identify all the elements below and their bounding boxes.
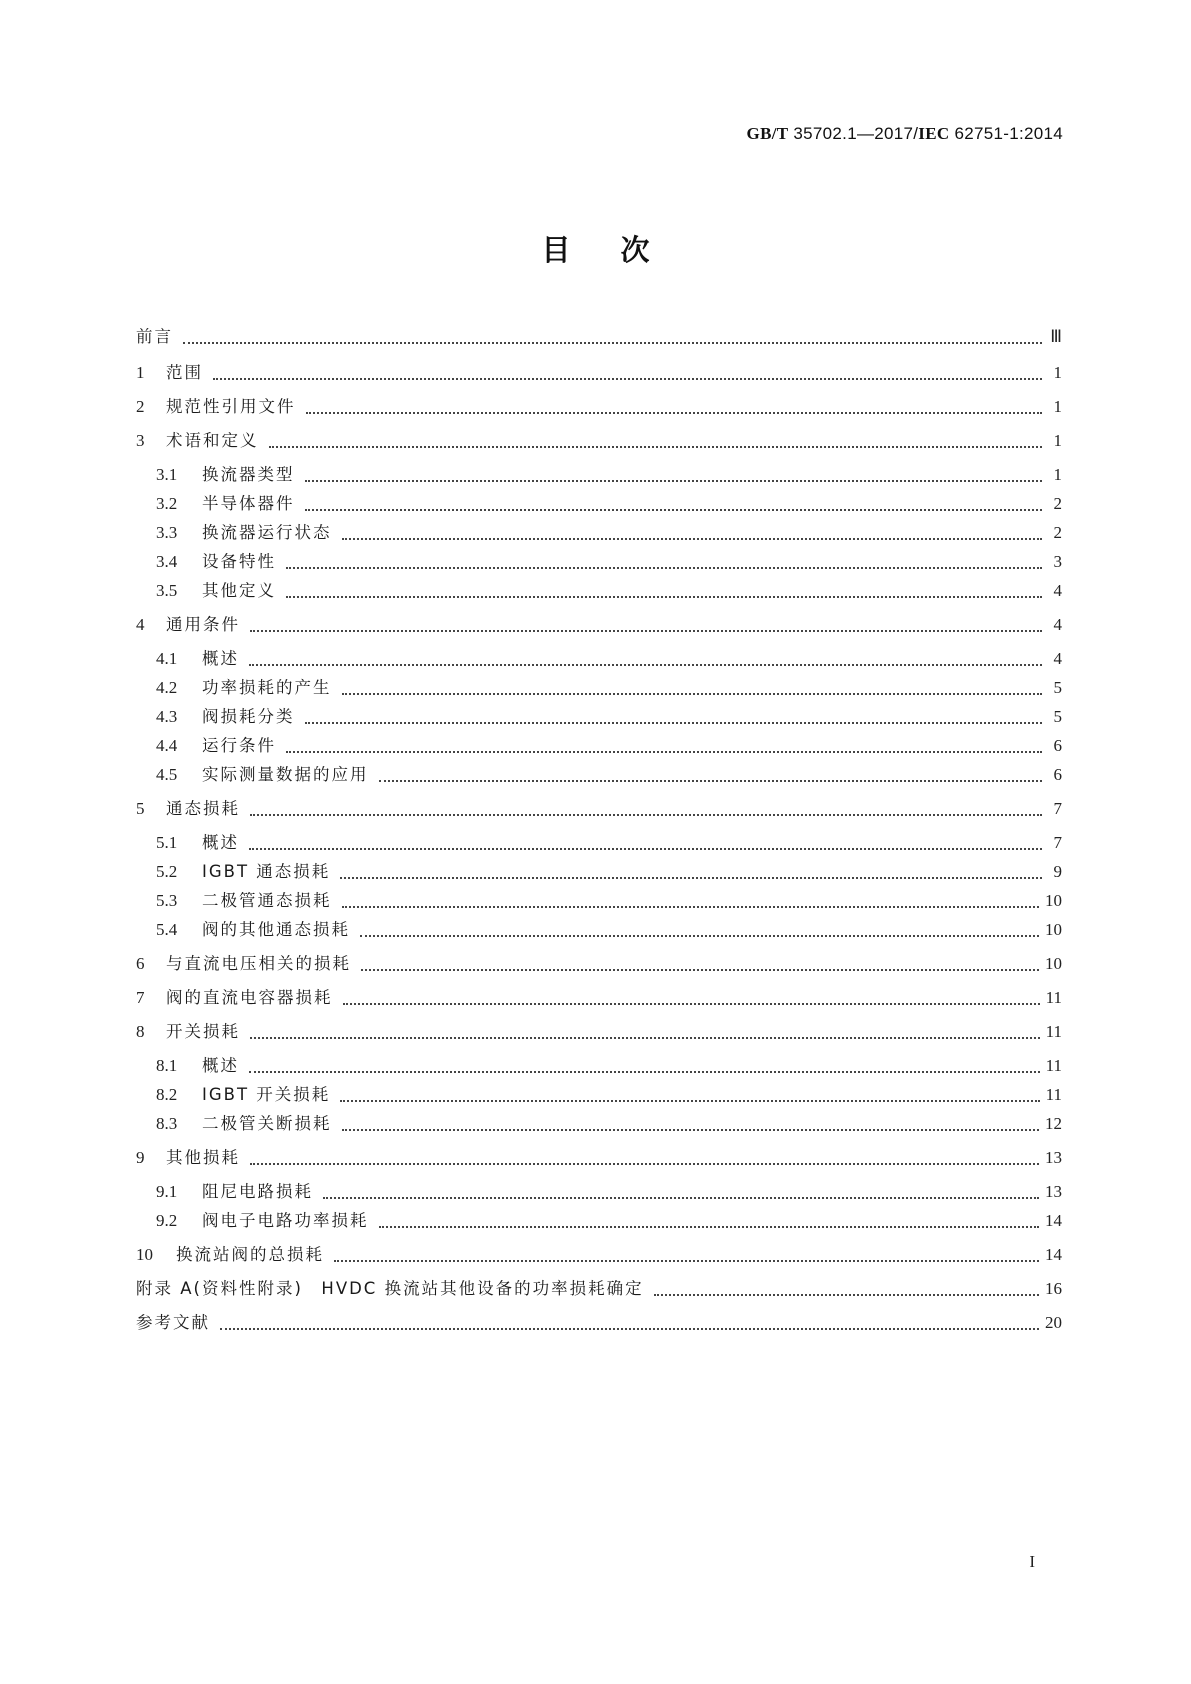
toc-entry-number: 8.1 <box>156 1056 178 1075</box>
toc-entry-label: 其他定义 <box>202 581 276 600</box>
toc-entry-page: 4 <box>1053 649 1062 668</box>
toc-entry-number: 8.3 <box>156 1114 178 1133</box>
toc-entry-label: 功率损耗的产生 <box>202 678 332 697</box>
toc-entry[interactable] <box>156 518 1062 544</box>
toc-entry-number: 5.1 <box>156 833 178 852</box>
toc-dot-leader <box>323 1185 1039 1203</box>
toc-entry-page: 10 <box>1045 954 1062 973</box>
toc-entry-label: 阀损耗分类 <box>202 707 295 726</box>
toc-entry-number: 5.3 <box>156 891 178 910</box>
toc-dot-leader <box>334 1248 1039 1266</box>
toc-entry-page: 20 <box>1045 1313 1062 1332</box>
toc-entry-number: 4.2 <box>156 678 178 697</box>
toc-entry[interactable] <box>136 610 1062 636</box>
toc-dot-leader <box>306 400 1043 418</box>
toc-entry[interactable] <box>156 702 1062 728</box>
toc-entry-number: 7 <box>136 988 145 1007</box>
toc-dot-leader <box>269 434 1043 452</box>
toc-entry[interactable] <box>136 1017 1062 1043</box>
page-title: 目次 <box>541 233 700 267</box>
toc-entry-number: 3.3 <box>156 523 178 542</box>
toc-dot-leader <box>361 957 1039 975</box>
toc-dot-leader <box>286 584 1042 602</box>
toc-entry[interactable] <box>136 358 1062 384</box>
toc-dot-leader <box>342 681 1043 699</box>
toc-entry-page: 6 <box>1053 736 1062 755</box>
toc-entry-label: 概述 <box>202 833 239 852</box>
toc-entry-page: 11 <box>1045 1056 1062 1075</box>
toc-entry-label: 二极管关断损耗 <box>202 1114 332 1133</box>
toc-entry-number: 3.1 <box>156 465 178 484</box>
toc-entry-label: 概述 <box>202 1056 239 1075</box>
toc-entry-label: 通态损耗 <box>166 799 240 818</box>
toc-entry-label: 规范性引用文件 <box>166 397 296 416</box>
toc-dot-leader <box>305 497 1043 515</box>
toc-entry[interactable] <box>136 949 1062 975</box>
toc-entry-label: 换流站阀的总损耗 <box>176 1245 324 1264</box>
toc-entry-page: 12 <box>1045 1114 1062 1133</box>
toc-entry-label: 换流器类型 <box>202 465 295 484</box>
toc-entry[interactable] <box>136 322 1062 348</box>
toc-entry-number: 1 <box>136 363 145 382</box>
toc-entry-page: 4 <box>1053 581 1062 600</box>
page-number: I <box>1029 1552 1035 1571</box>
toc-entry-page: Ⅲ <box>1050 327 1062 346</box>
toc-dot-leader <box>286 739 1042 757</box>
toc-dot-leader <box>342 1117 1040 1135</box>
toc-entry[interactable] <box>156 1080 1062 1106</box>
toc-entry[interactable] <box>136 1308 1062 1334</box>
standard-header <box>747 124 1063 144</box>
toc-entry-label: 开关损耗 <box>166 1022 240 1041</box>
toc-entry-label: 阀电子电路功率损耗 <box>202 1211 369 1230</box>
toc-entry-label: 阻尼电路损耗 <box>202 1182 313 1201</box>
toc-entry-label: 阀的其他通态损耗 <box>202 920 350 939</box>
toc-entry-page: 4 <box>1053 615 1062 634</box>
toc-entry-label: 半导体器件 <box>202 494 295 513</box>
toc-entry-label: 二极管通态损耗 <box>202 891 332 910</box>
toc-entry-page: 10 <box>1045 920 1062 939</box>
toc-entry[interactable] <box>156 1206 1062 1232</box>
toc-entry-page: 13 <box>1045 1182 1062 1201</box>
toc-entry[interactable] <box>156 760 1062 786</box>
toc-dot-leader <box>250 802 1042 820</box>
toc-entry-label: 实际测量数据的应用 <box>202 765 369 784</box>
toc-entry-label: 与直流电压相关的损耗 <box>166 954 351 973</box>
iec-number: 62751-1:2014 <box>949 124 1063 143</box>
toc-dot-leader <box>342 894 1040 912</box>
toc-dot-leader <box>654 1282 1039 1300</box>
toc-entry[interactable] <box>156 1177 1062 1203</box>
toc-entry-number: 9.2 <box>156 1211 178 1230</box>
toc-entry-number: 8.2 <box>156 1085 178 1104</box>
toc-dot-leader <box>305 710 1043 728</box>
toc-dot-leader <box>340 1088 1039 1106</box>
toc-entry-page: 2 <box>1053 523 1062 542</box>
toc-entry-number: 4.4 <box>156 736 178 755</box>
toc-entry[interactable] <box>136 1274 1062 1300</box>
toc-entry-number: 5 <box>136 799 145 818</box>
toc-entry[interactable] <box>156 489 1062 515</box>
toc-entry-page: 1 <box>1053 431 1062 450</box>
toc-entry-page: 6 <box>1053 765 1062 784</box>
standard-prefix: GB/T <box>746 124 789 143</box>
toc-entry-page: 11 <box>1045 1085 1062 1104</box>
toc-entry-page: 7 <box>1053 799 1062 818</box>
toc-entry-label: 参考文献 <box>136 1313 210 1332</box>
toc-entry-page: 9 <box>1053 862 1062 881</box>
toc-dot-leader <box>305 468 1043 486</box>
toc-entry-label: 附录 A(资料性附录) HVDC 换流站其他设备的功率损耗确定 <box>136 1279 644 1298</box>
toc-entry-page: 16 <box>1045 1279 1062 1298</box>
toc-entry-page: 5 <box>1053 678 1062 697</box>
toc-entry-page: 2 <box>1053 494 1062 513</box>
toc-entry-number: 10 <box>136 1245 153 1264</box>
toc-entry-page: 14 <box>1045 1211 1062 1230</box>
toc-entry-label: IGBT 通态损耗 <box>202 862 331 881</box>
toc-entry[interactable] <box>136 794 1062 820</box>
toc-entry-label: 通用条件 <box>166 615 240 634</box>
toc-entry-label: 术语和定义 <box>166 431 259 450</box>
toc-entry-label: IGBT 开关损耗 <box>202 1085 331 1104</box>
toc-entry[interactable] <box>156 731 1062 757</box>
toc-entry[interactable] <box>136 1143 1062 1169</box>
toc-entry-page: 1 <box>1053 363 1062 382</box>
toc-entry[interactable] <box>156 1051 1062 1077</box>
toc-entry-page: 11 <box>1045 988 1062 1007</box>
toc-entry-number: 3.5 <box>156 581 178 600</box>
toc-dot-leader <box>249 1059 1040 1077</box>
toc-entry[interactable] <box>156 673 1062 699</box>
toc-entry-page: 3 <box>1053 552 1062 571</box>
toc-entry-number: 2 <box>136 397 145 416</box>
toc-dot-leader <box>379 1214 1040 1232</box>
toc-dot-leader <box>250 618 1042 636</box>
toc-entry[interactable] <box>156 644 1062 670</box>
toc-entry-page: 1 <box>1053 465 1062 484</box>
toc-entry[interactable] <box>156 886 1062 912</box>
toc-entry-number: 9.1 <box>156 1182 178 1201</box>
toc-entry-label: 运行条件 <box>202 736 276 755</box>
toc-entry[interactable] <box>136 392 1062 418</box>
toc-entry-number: 3.4 <box>156 552 178 571</box>
toc-entry[interactable] <box>156 547 1062 573</box>
toc-entry-label: 其他损耗 <box>166 1148 240 1167</box>
toc-dot-leader <box>250 1025 1040 1043</box>
toc-entry-number: 5.4 <box>156 920 178 939</box>
toc-entry-number: 3.2 <box>156 494 178 513</box>
iec-prefix: IEC <box>918 124 950 143</box>
toc-entry[interactable] <box>156 1109 1062 1135</box>
toc-entry-number: 4.5 <box>156 765 178 784</box>
standard-number: 35702.1—2017/ <box>788 124 919 143</box>
toc-dot-leader <box>343 991 1040 1009</box>
toc-entry[interactable] <box>156 576 1062 602</box>
toc-entry[interactable] <box>156 857 1062 883</box>
toc-entry-number: 3 <box>136 431 145 450</box>
toc-dot-leader <box>360 923 1039 941</box>
toc-dot-leader <box>249 652 1042 670</box>
toc-dot-leader <box>250 1151 1039 1169</box>
toc-entry-page: 5 <box>1053 707 1062 726</box>
toc-entry[interactable] <box>156 828 1062 854</box>
toc-dot-leader <box>183 330 1042 348</box>
toc-entry-label: 换流器运行状态 <box>202 523 332 542</box>
toc-dot-leader <box>220 1316 1039 1334</box>
toc-entry-page: 14 <box>1045 1245 1062 1264</box>
toc-dot-leader <box>342 526 1043 544</box>
toc-entry-number: 6 <box>136 954 145 973</box>
toc-entry-page: 1 <box>1053 397 1062 416</box>
toc-entry-number: 4 <box>136 615 145 634</box>
toc-entry-label: 阀的直流电容器损耗 <box>166 988 333 1007</box>
toc-dot-leader <box>286 555 1042 573</box>
toc-entry-label: 概述 <box>202 649 239 668</box>
toc-dot-leader <box>249 836 1042 854</box>
toc-entry-page: 11 <box>1045 1022 1062 1041</box>
toc-entry[interactable] <box>136 426 1062 452</box>
toc-entry[interactable] <box>156 915 1062 941</box>
toc-dot-leader <box>213 366 1042 384</box>
toc-entry-number: 4.3 <box>156 707 178 726</box>
toc-entry-page: 13 <box>1045 1148 1062 1167</box>
toc-entry-number: 8 <box>136 1022 145 1041</box>
toc-entry-page: 7 <box>1053 833 1062 852</box>
toc-dot-leader <box>340 865 1042 883</box>
toc-entry-label: 设备特性 <box>202 552 276 571</box>
toc-entry-label: 范围 <box>166 363 203 382</box>
toc-entry[interactable] <box>156 460 1062 486</box>
toc-entry[interactable] <box>136 1240 1062 1266</box>
toc-entry[interactable] <box>136 983 1062 1009</box>
toc-entry-label: 前言 <box>136 327 173 346</box>
toc-entry-number: 4.1 <box>156 649 178 668</box>
toc-entry-page: 10 <box>1045 891 1062 910</box>
toc-entry-number: 9 <box>136 1148 145 1167</box>
toc-entry-number: 5.2 <box>156 862 178 881</box>
toc-dot-leader <box>379 768 1043 786</box>
